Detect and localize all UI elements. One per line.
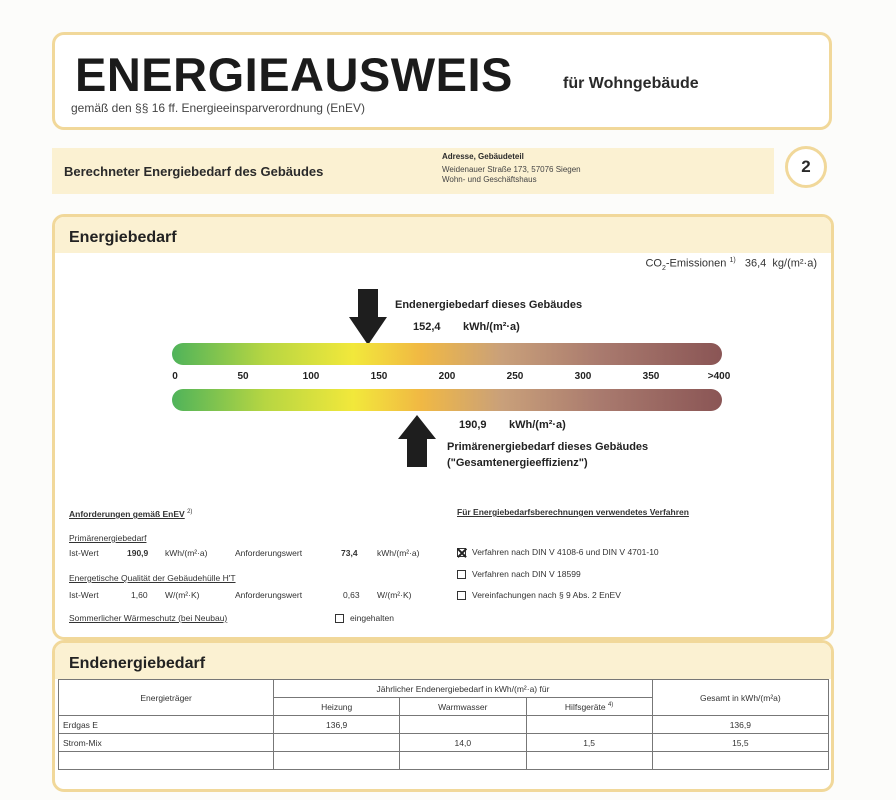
col-aux-text: Hilfsgeräte (564, 701, 606, 712)
page-number-badge: 2 (785, 146, 827, 188)
final-energy-panel (52, 640, 834, 792)
info-title: Berechneter Energiebedarf des Gebäudes (64, 164, 324, 179)
summer-checkbox[interactable] (335, 614, 344, 623)
method-label-1: Verfahren nach DIN V 4108-6 und DIN V 4701-10 (472, 547, 659, 557)
method-option-3[interactable] (457, 590, 621, 600)
cell-total: 15,5 (652, 734, 828, 752)
cell-total: 136,9 (652, 716, 828, 734)
end-energy-unit: kWh/(m²·a) (463, 321, 520, 333)
scale-tick: 250 (506, 371, 524, 382)
summer-check-label: eingehalten (350, 613, 394, 623)
co2-emissions (645, 257, 817, 272)
document-title: ENERGIEAUSWEIS (75, 48, 513, 101)
cell-carrier (59, 752, 274, 770)
energy-demand-header (55, 217, 831, 253)
scale-tick: 0 (172, 371, 178, 382)
cell-heating: 136,9 (274, 716, 400, 734)
method-checkbox-1[interactable] (457, 548, 466, 557)
primary-energy-label: Primärenergiebedarf dieses Gebäudes (447, 441, 649, 453)
scale-tick: 150 (370, 371, 388, 382)
info-bar (52, 148, 774, 194)
primary-energy-scale-bar (172, 389, 722, 411)
co2-suffix: -Emissionen (665, 257, 727, 270)
arrow-down-icon (349, 289, 387, 345)
requirements-heading-text: Anforderungen gemäß EnEV (69, 509, 185, 519)
address-line-1: Weidenauer Straße 173, 57076 Siegen (442, 165, 581, 174)
cell-water: 14,0 (400, 734, 526, 752)
primary-energy-label-2: ("Gesamtenergieeffizienz") (447, 457, 588, 469)
primary-unit-2: kWh/(m²·a) (377, 548, 420, 558)
address-line-2: Wohn- und Geschäftshaus (442, 175, 537, 184)
envelope-unit-1: W/(m²·K) (165, 590, 200, 600)
cell-total (652, 752, 828, 770)
primary-ist-value: 190,9 (127, 548, 149, 558)
final-energy-title: Endenergiebedarf (69, 655, 206, 672)
legal-basis: gemäß den §§ 16 ff. Energieeinsparverordnung (EnEV) (71, 101, 365, 115)
envelope-ist-value: 1,60 (131, 590, 148, 600)
envelope-anf-label: Anforderungswert (235, 590, 303, 600)
co2-sub: 2 (661, 264, 666, 272)
cell-aux (526, 716, 652, 734)
table-row (59, 734, 829, 752)
col-aux (526, 698, 652, 716)
primary-energy-value: 190,9 (459, 419, 487, 431)
cell-aux (526, 752, 652, 770)
scale-tick: 350 (642, 371, 660, 382)
requirements-footnote: 2) (187, 509, 193, 516)
primary-anf-label: Anforderungswert (235, 548, 303, 558)
cell-carrier: Strom-Mix (59, 734, 274, 752)
requirements-heading (69, 509, 192, 519)
col-total: Gesamt in kWh/(m²a) (652, 680, 828, 716)
method-checkbox-2[interactable] (457, 570, 466, 579)
end-energy-value: 152,4 (413, 321, 441, 333)
col-annual: Jährlicher Endenergiebedarf in kWh/(m²·a) für (274, 680, 652, 698)
address-label: Adresse, Gebäudeteil (442, 152, 524, 161)
scale-tick: 100 (302, 371, 320, 382)
final-energy-table (58, 679, 829, 770)
scale-tick: 50 (237, 371, 249, 382)
cell-aux: 1,5 (526, 734, 652, 752)
header-box (52, 32, 832, 130)
envelope-heading: Energetische Qualität der Gebäudehülle H'T (69, 573, 236, 583)
method-label-3: Vereinfachungen nach § 9 Abs. 2 EnEV (472, 590, 621, 600)
scale-tick: >400 (707, 371, 731, 382)
co2-value: 36,4 (744, 257, 767, 270)
co2-prefix: CO (645, 257, 662, 270)
method-label-2: Verfahren nach DIN V 18599 (472, 569, 581, 579)
building-type: für Wohngebäude (563, 75, 699, 92)
primary-heading: Primärenergiebedarf (69, 533, 147, 543)
final-energy-header (55, 643, 831, 679)
primary-unit-1: kWh/(m²·a) (165, 548, 208, 558)
method-checkbox-3[interactable] (457, 591, 466, 600)
cell-heating (274, 734, 400, 752)
co2-unit: kg/(m²·a) (772, 257, 817, 270)
end-energy-label: Endenergiebedarf dieses Gebäudes (395, 299, 583, 311)
envelope-ist-label: Ist-Wert (69, 590, 99, 600)
col-heating: Heizung (274, 698, 400, 716)
col-water: Warmwasser (400, 698, 526, 716)
primary-ist-label: Ist-Wert (69, 548, 99, 558)
primary-anf-value: 73,4 (341, 548, 358, 558)
table-row (59, 752, 829, 770)
method-option-2[interactable] (457, 569, 581, 579)
co2-footnote: 1) (729, 257, 736, 264)
summer-check-row[interactable] (335, 613, 394, 623)
primary-energy-unit: kWh/(m²·a) (509, 419, 566, 431)
summer-label: Sommerlicher Wärmeschutz (bei Neubau) (69, 613, 228, 623)
methods-heading: Für Energiebedarfsberechnungen verwendetes Verfahren (457, 507, 689, 517)
scale-tick: 200 (438, 371, 456, 382)
cell-heating (274, 752, 400, 770)
envelope-anf-value: 0,63 (343, 590, 360, 600)
final-energy-rows (59, 716, 829, 770)
energy-demand-panel (52, 214, 834, 640)
col-carrier: Energieträger (59, 680, 274, 716)
cell-carrier: Erdgas E (59, 716, 274, 734)
table-row (59, 716, 829, 734)
envelope-unit-2: W/(m²·K) (377, 590, 412, 600)
scale-tick: 300 (574, 371, 592, 382)
cell-water (400, 752, 526, 770)
end-energy-scale-bar (172, 343, 722, 365)
energy-demand-title: Energiebedarf (69, 229, 177, 246)
cell-water (400, 716, 526, 734)
method-option-1[interactable] (457, 547, 659, 557)
arrow-up-icon (398, 415, 436, 467)
col-aux-footnote: 4) (607, 701, 614, 708)
